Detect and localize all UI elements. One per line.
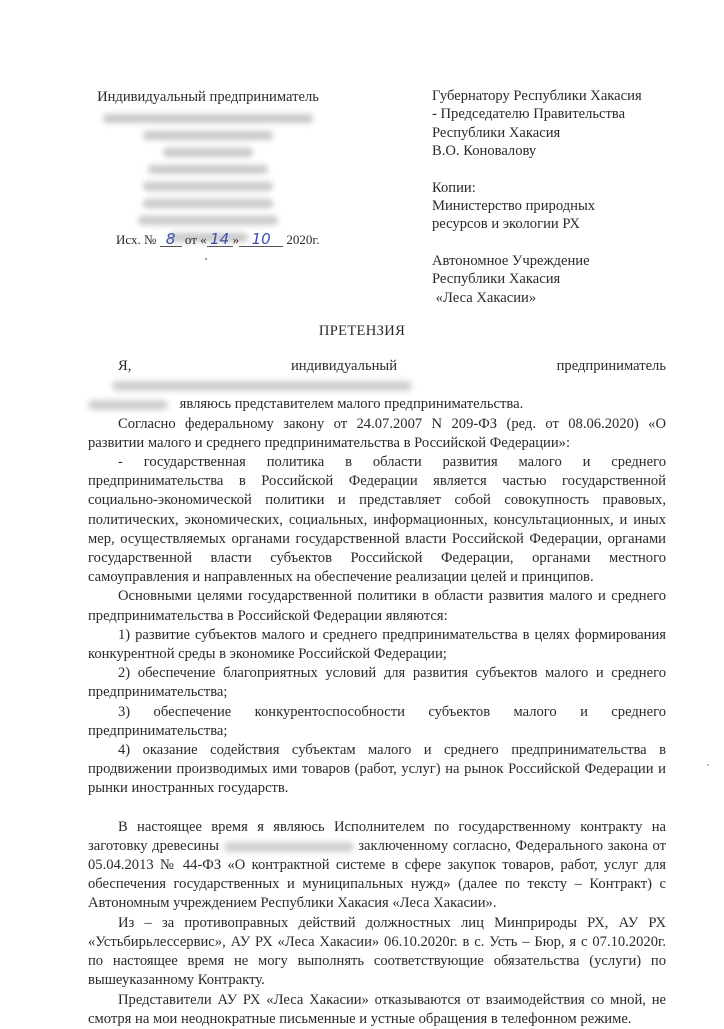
outgoing-close-quote: » — [232, 232, 240, 247]
redacted-line — [143, 131, 273, 140]
document-title: ПРЕТЕНЗИЯ — [318, 323, 406, 339]
redacted-line — [138, 216, 278, 225]
paragraph-intro-cont — [88, 395, 666, 414]
recipient-line: Республики Хакасия — [432, 124, 561, 141]
outgoing-from-label: от « — [184, 232, 207, 247]
paragraph-law-reference: Согласно федеральному закону от 24.07.2007 N 209-ФЗ (ред. от 08.06.2020) «О развитии малого и среднего предпринимательства в Российской Федерации»: — [88, 415, 666, 451]
redacted-line — [143, 182, 273, 191]
redacted-name — [112, 381, 412, 391]
recipient-line: - Председателю Правительства — [432, 106, 626, 123]
copy-recipient-line: Автономное Учреждение — [432, 252, 590, 269]
outgoing-number: 8 — [160, 232, 182, 247]
contract-end: заключенному согласно, Федерального закона от 05.04.2013 № 44-ФЗ «О контрактной системе в сфере закупок товаров, работ, услуг для обеспечения государственных и муниципальных нужд» (далее по тексту – Контракт) с Автономным учреждением Республики Хакасия «Леса Хакасии». — [88, 837, 667, 912]
paragraph-policy-definition: - государственная политика в области развития малого и среднего предпринимательства в Российской Федерации является частью государственной социально-экономической политики и представляет собой совокупность правовых, политических, экономических, социальных, информационных, консультационных, и иных мер, осуществляемых органами государственной власти Российской Федерации, органами государственной власти субъектов Российской Федерации, органами местного самоуправления и направленных на обеспечение реализации целей и принципов. — [88, 454, 666, 586]
copy-recipient-line: Республики Хакасия — [432, 271, 561, 288]
contract-start: В настоящее время я являюсь Исполнителем по государственному контракту на заготовку древесины — [88, 818, 666, 854]
copies-label: Копии: — [432, 179, 476, 196]
paragraph-refusal: Представители АУ РХ «Леса Хакасии» отказываются от взаимодействия со мной, не смотря на мои неоднократные письменные и устные обращения в телефонном режиме. — [88, 991, 666, 1027]
recipient-line: Губернатору Республики Хакасия — [432, 88, 642, 104]
paragraph-violations: Из – за противоправных действий должностных лиц Минприроды РХ, АУ РХ «Устьбирьлессервис», АУ РХ «Леса Хакасии» 06.10.2020г. в с. Усть – Бюр, я с 07.10.2020г. по настоящее время не могу выполнять соответствующие обязательства (услуги) по вышеуказанному Контракту. — [88, 914, 666, 989]
redacted-line — [163, 148, 253, 157]
copy-recipient-line: «Леса Хакасии» — [432, 289, 537, 306]
outgoing-prefix: Исх. № — [116, 232, 157, 247]
goal-item: 2) обеспечение благоприятных условий для развития субъектов малого и среднего предпринимательства; — [88, 665, 666, 701]
goal-item: 1) развитие субъектов малого и среднего предпринимательства в целях формирования конкурентной среды в экономике Российской Федерации; — [88, 626, 666, 663]
scan-speck — [707, 764, 709, 766]
recipient-block — [432, 87, 642, 307]
recipient-line: В.О. Коновалову — [432, 143, 537, 160]
intro-start: Я, индивидуальный предприниматель — [118, 358, 666, 374]
document-body — [88, 357, 666, 1029]
outgoing-year: 2020г. — [286, 232, 320, 247]
paragraph-intro — [88, 357, 666, 395]
paragraph-contract — [88, 818, 666, 914]
outgoing-number-line — [116, 232, 320, 248]
sender-block — [88, 88, 328, 250]
redacted-line — [103, 114, 313, 123]
redacted-line — [148, 165, 268, 174]
copy-recipient-line: ресурсов и экологии РХ — [432, 216, 580, 233]
sender-title: Индивидуальный предприниматель — [97, 89, 319, 105]
redacted-sender-details — [103, 114, 313, 242]
redacted-name-cont — [88, 400, 168, 410]
paragraph-goals-intro: Основными целями государственной политики в области развития малого и среднего предпринимательства в Российской Федерации являются: — [88, 588, 666, 624]
redacted-contract-number — [224, 842, 354, 852]
outgoing-month: 10 — [239, 232, 283, 247]
goal-item: 4) оказание содействия субъектам малого и среднего предпринимательства в продвижении производимых ими товаров (работ, услуг) на рынок Российской Федерации и рынки иностранных государств. — [88, 742, 666, 797]
goal-item: 3) обеспечение конкурентоспособности субъектов малого и среднего предпринимательства; — [88, 703, 666, 739]
redacted-line — [143, 199, 273, 208]
outgoing-day: 14 — [207, 232, 233, 247]
intro-end: являюсь представителем малого предпринимательства. — [179, 396, 524, 413]
scan-speck — [205, 258, 207, 260]
copy-recipient-line: Министерство природных — [432, 198, 596, 215]
